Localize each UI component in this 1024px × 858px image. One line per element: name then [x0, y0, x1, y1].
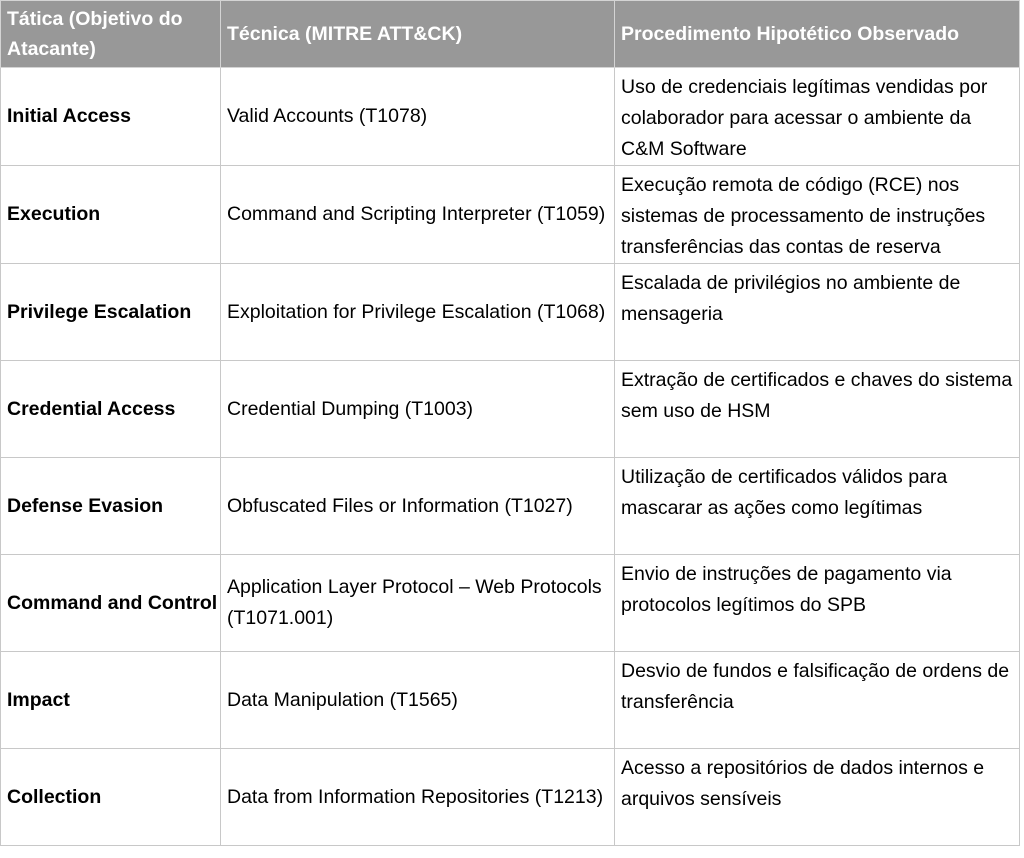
table-row	[1, 361, 1020, 458]
table-row	[1, 555, 1020, 652]
technique-cell: Exploitation for Privilege Escalation (T1068)	[221, 264, 615, 361]
procedure-cell: Escalada de privilégios no ambiente de mensageria	[615, 264, 1020, 361]
procedure-cell: Utilização de certificados válidos para mascarar as ações como legítimas	[615, 458, 1020, 555]
procedure-cell: Extração de certificados e chaves do sistema sem uso de HSM	[615, 361, 1020, 458]
table-row	[1, 68, 1020, 166]
technique-cell: Data Manipulation (T1565)	[221, 652, 615, 749]
tactic-cell: Collection	[1, 749, 221, 846]
technique-cell: Credential Dumping (T1003)	[221, 361, 615, 458]
tactic-cell: Execution	[1, 166, 221, 264]
tactic-cell: Command and Control	[1, 555, 221, 652]
procedure-cell: Uso de credenciais legítimas vendidas por colaborador para acessar o ambiente da C&M Software	[615, 68, 1020, 166]
header-technique: Técnica (MITRE ATT&CK)	[221, 1, 615, 68]
tactic-cell: Defense Evasion	[1, 458, 221, 555]
tactic-cell: Credential Access	[1, 361, 221, 458]
table-row	[1, 458, 1020, 555]
table-row	[1, 264, 1020, 361]
procedure-cell: Acesso a repositórios de dados internos e arquivos sensíveis	[615, 749, 1020, 846]
header-procedure: Procedimento Hipotético Observado	[615, 1, 1020, 68]
technique-cell: Obfuscated Files or Information (T1027)	[221, 458, 615, 555]
header-row	[1, 1, 1020, 68]
procedure-cell: Desvio de fundos e falsificação de ordens de transferência	[615, 652, 1020, 749]
table-row	[1, 652, 1020, 749]
tactic-cell: Privilege Escalation	[1, 264, 221, 361]
technique-cell: Data from Information Repositories (T1213)	[221, 749, 615, 846]
tactic-cell: Initial Access	[1, 68, 221, 166]
table-header	[1, 1, 1020, 68]
table-row	[1, 166, 1020, 264]
tactic-cell: Impact	[1, 652, 221, 749]
technique-cell: Application Layer Protocol – Web Protocols (T1071.001)	[221, 555, 615, 652]
technique-cell: Valid Accounts (T1078)	[221, 68, 615, 166]
procedure-cell: Execução remota de código (RCE) nos sistemas de processamento de instruções transferências das contas de reserva	[615, 166, 1020, 264]
table-body	[1, 68, 1020, 846]
table-row	[1, 749, 1020, 846]
header-tactic: Tática (Objetivo do Atacante)	[1, 1, 221, 68]
procedure-cell: Envio de instruções de pagamento via protocolos legítimos do SPB	[615, 555, 1020, 652]
technique-cell: Command and Scripting Interpreter (T1059)	[221, 166, 615, 264]
